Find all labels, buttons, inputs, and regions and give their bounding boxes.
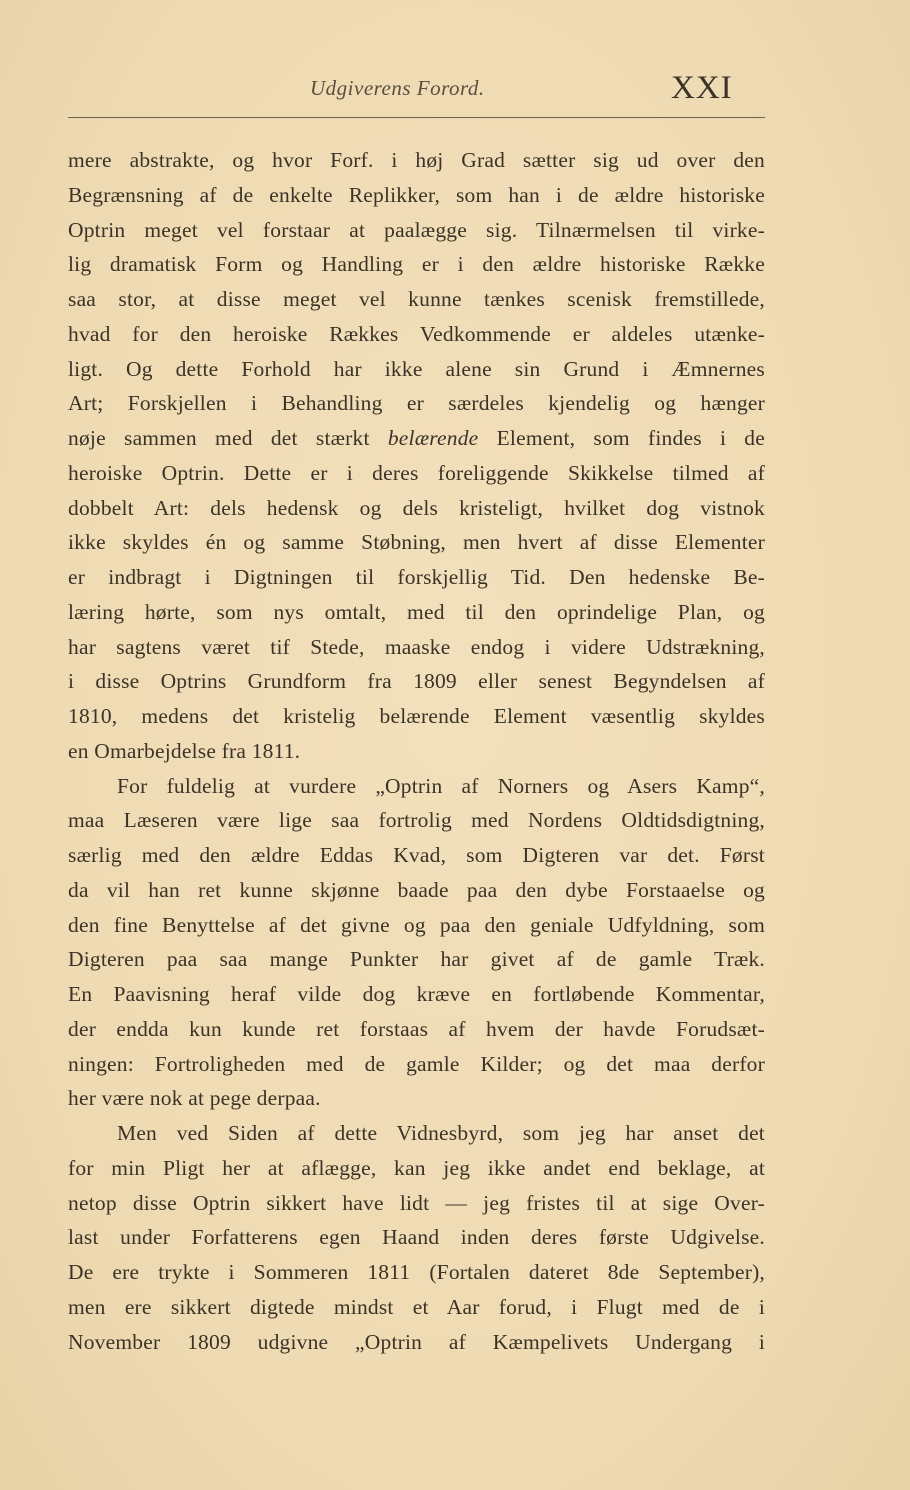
text-line: har sagtens været tif Stede, maaske endog i videre Udstrækning, — [68, 634, 765, 659]
header-rule — [68, 117, 765, 118]
text-line: Optrin meget vel forstaar at paalægge sig. Tilnærmelsen til virke- — [68, 217, 765, 242]
text-line: Men ved Siden af dette Vidnesbyrd, som jeg har anset det — [117, 1121, 765, 1145]
text-line: 1810, medens det kristelig belærende Element væsentlig skyldes — [68, 704, 765, 728]
text-line: mere abstrakte, og hvor Forf. i høj Grad sætter sig ud over den — [68, 148, 765, 172]
text-line: ikke skyldes én og samme Støbning, men hvert af disse Elementer — [68, 530, 765, 555]
text-segment: nøje sammen med det stærkt — [68, 426, 388, 450]
text-line: For fuldelig at vurdere „Optrin af Norners og Asers Kamp“, — [117, 773, 765, 798]
text-line: men ere sikkert digtede mindst et Aar forud, i Flugt med de i — [68, 1294, 765, 1319]
text-line: De ere trykte i Sommeren 1811 (Fortalen dateret 8de September), — [68, 1260, 765, 1284]
text-line: heroiske Optrin. Dette er i deres foreliggende Skikkelse tilmed af — [68, 460, 765, 485]
page-number: XXI — [671, 70, 733, 106]
text-line: Art; Forskjellen i Behandling er særdeles kjendelig og hænger — [68, 391, 765, 416]
text-line: for min Pligt her at aflægge, kan jeg ikke andet end beklage, at — [68, 1155, 765, 1180]
text-line: læring hørte, som nys omtalt, med til den oprindelige Plan, og — [68, 599, 765, 624]
text-line: ningen: Fortroligheden med de gamle Kilder; og det maa derfor — [68, 1051, 765, 1076]
text-line: hvad for den heroiske Rækkes Vedkommende er aldeles utænke- — [68, 321, 765, 346]
body-text — [68, 143, 765, 1359]
text-line: En Paavisning heraf vilde dog kræve en fortløbende Kommentar, — [68, 982, 765, 1006]
text-line: er indbragt i Digtningen til forskjellig Tid. Den hedenske Be- — [68, 565, 765, 589]
text-line: maa Læseren være lige saa fortrolig med Nordens Oldtidsdigtning, — [68, 808, 765, 833]
text-line: da vil han ret kunne skjønne baade paa den dybe Forstaaelse og — [68, 877, 765, 902]
text-line: Begrænsning af de enkelte Replikker, som han i de ældre historiske — [68, 182, 765, 207]
text-line: særlig med den ældre Eddas Kvad, som Digteren var det. Først — [68, 843, 765, 867]
text-line: lig dramatisk Form og Handling er i den ældre historiske Række — [68, 252, 765, 277]
text-line: den fine Benyttelse af det givne og paa den geniale Udfyldning, som — [68, 912, 765, 937]
text-line: der endda kun kunde ret forstaas af hvem der havde Forudsæt- — [68, 1016, 765, 1041]
text-line: saa stor, at disse meget vel kunne tænkes scenisk fremstillede, — [68, 287, 765, 311]
text-line: en Omarbejdelse fra 1811. — [68, 738, 301, 763]
text-line — [68, 421, 765, 456]
text-line: her være nok at pege derpaa. — [68, 1086, 321, 1111]
text-line: dobbelt Art: dels hedensk og dels kristeligt, hvilket dog vistnok — [68, 495, 765, 520]
text-line: November 1809 udgivne „Optrin af Kæmpelivets Undergang i — [68, 1329, 765, 1354]
running-title: Udgiverens Forord. — [310, 76, 485, 100]
text-line: last under Forfatterens egen Haand inden deres første Udgivelse. — [68, 1225, 765, 1250]
text-line: i disse Optrins Grundform fra 1809 eller senest Begyndelsen af — [68, 669, 765, 694]
text-segment: Element, som findes i de — [478, 426, 765, 450]
text-line: Digteren paa saa mange Punkter har givet af de gamle Træk. — [68, 947, 765, 972]
text-line: netop disse Optrin sikkert have lidt — jeg fristes til at sige Over- — [68, 1190, 765, 1215]
italic-word: belærende — [387, 426, 479, 450]
text-line: ligt. Og dette Forhold har ikke alene sin Grund i Æmnernes — [68, 356, 765, 381]
